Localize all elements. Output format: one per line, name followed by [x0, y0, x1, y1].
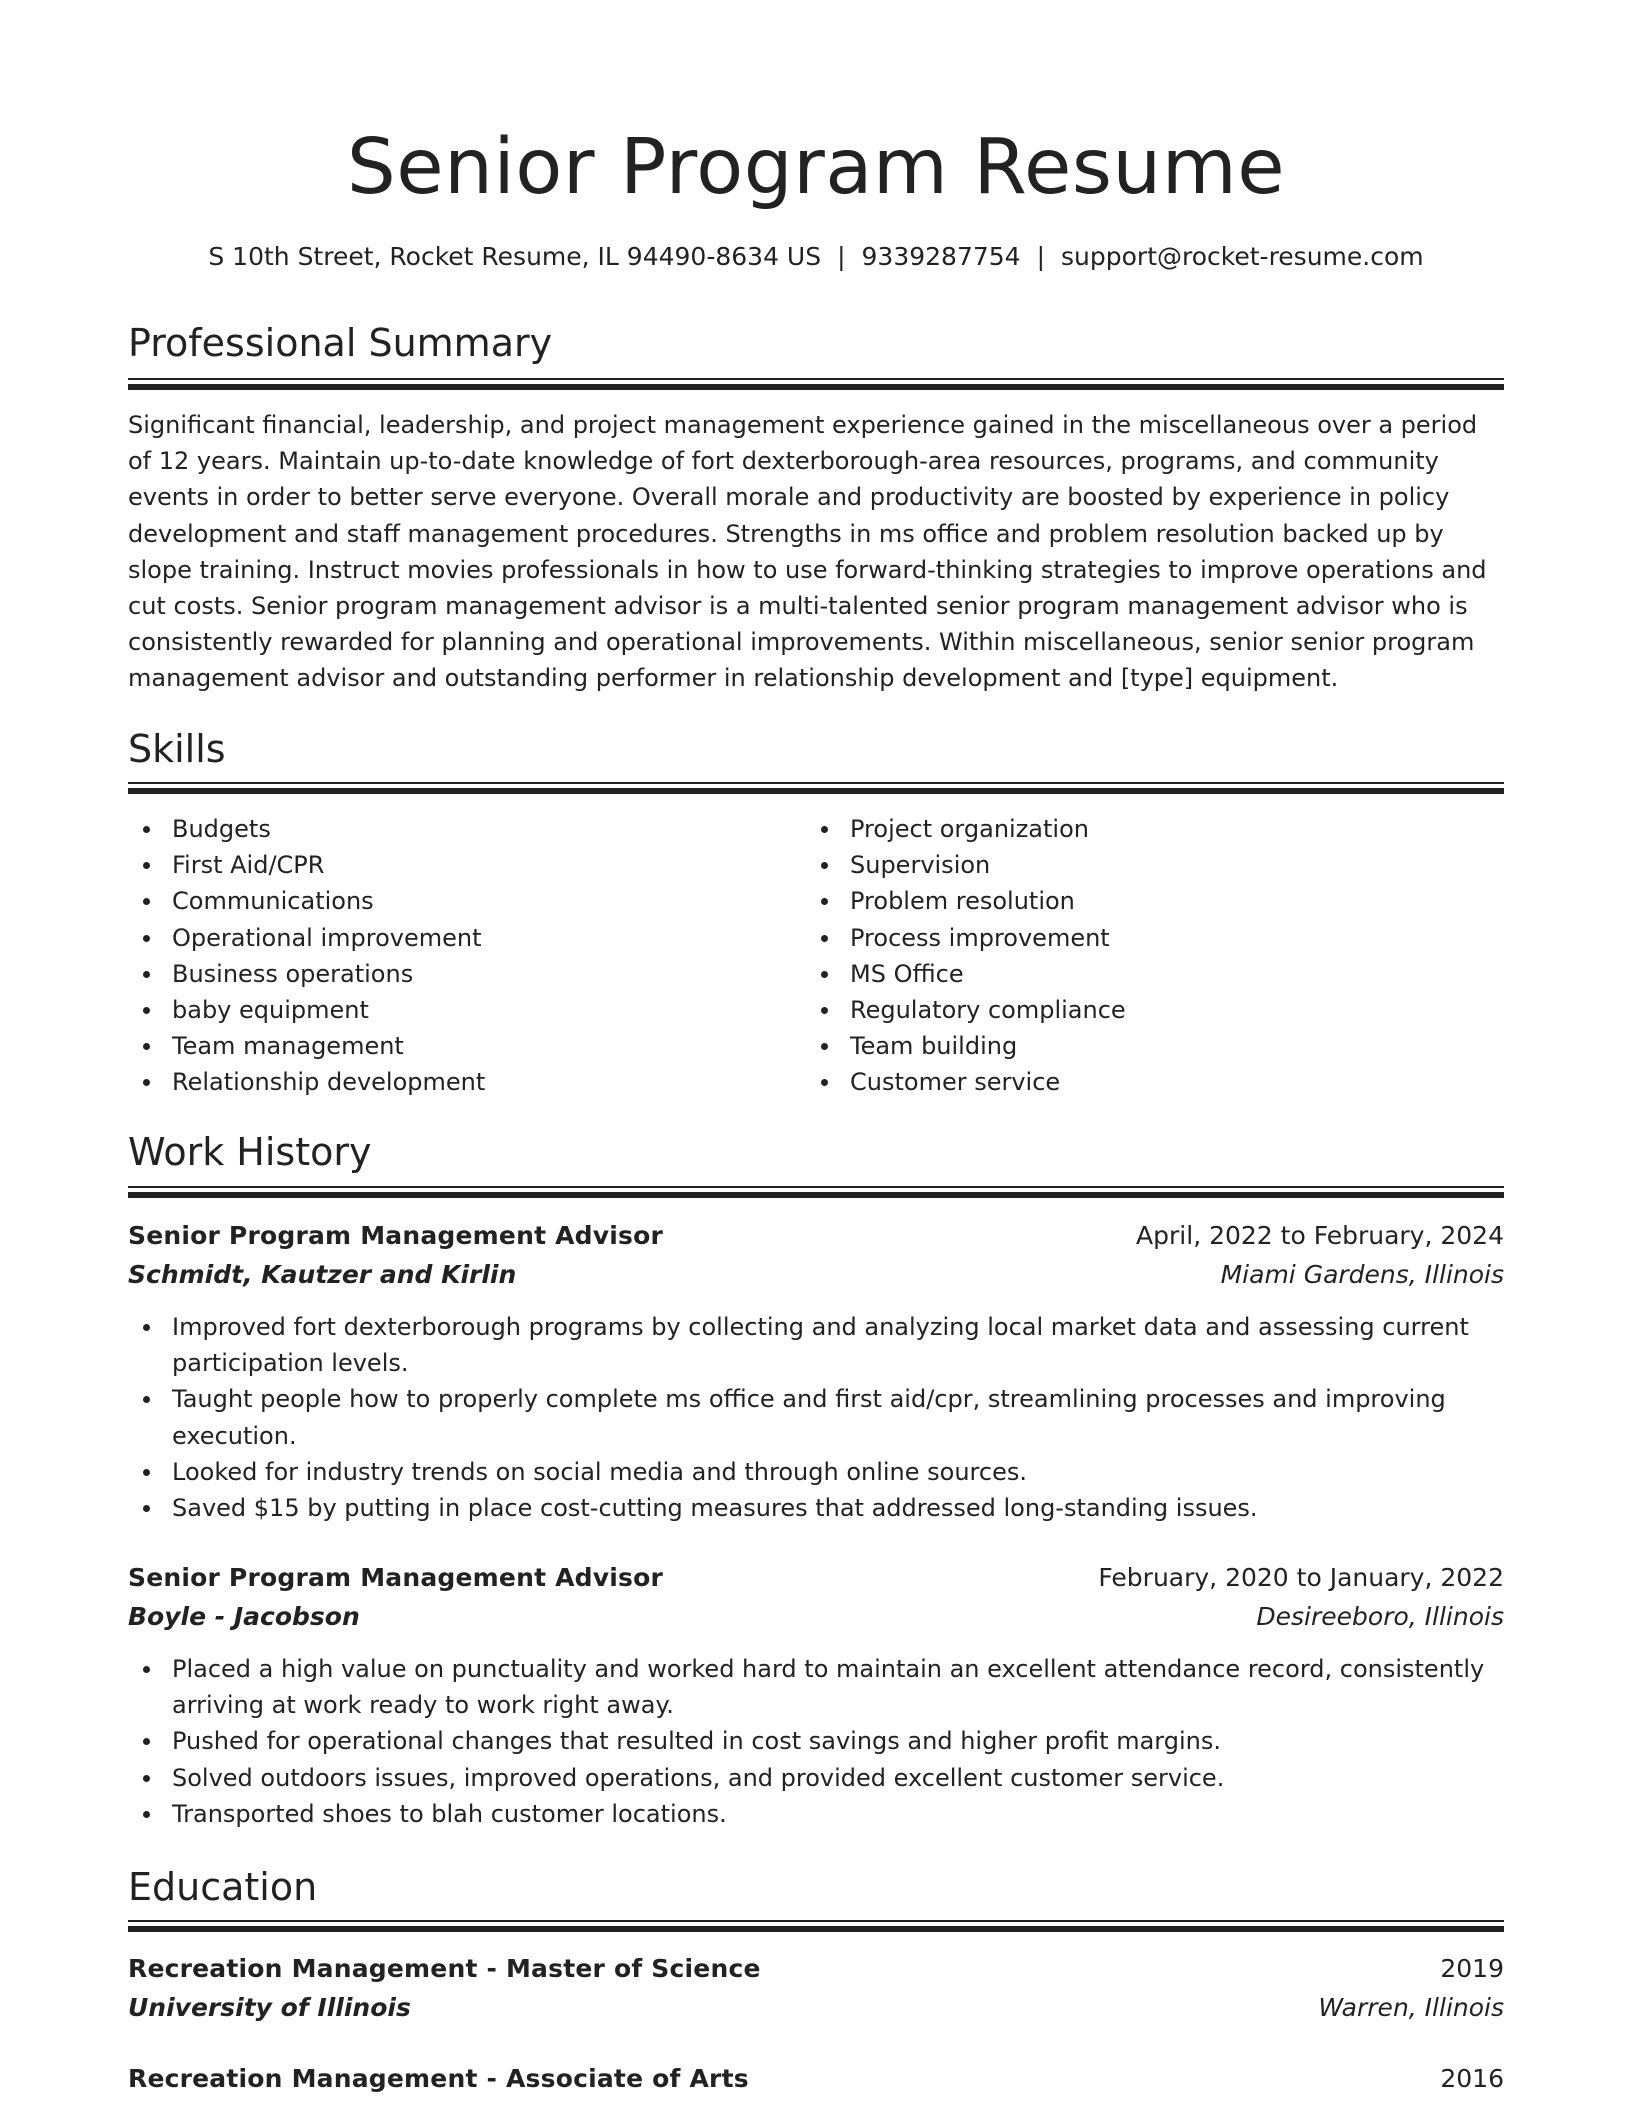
graduation-year: 2019 [1440, 1954, 1504, 1983]
skill-item: Customer service [806, 1064, 1466, 1100]
school-name: University of Illinois [128, 1993, 411, 2022]
skill-item: MS Office [806, 956, 1466, 992]
skills-heading: Skills [128, 727, 226, 771]
job-bullet: Taught people how to properly complete ms office and first aid/cpr, streamlining processes and improving execution. [128, 1381, 1504, 1453]
summary-text: Significant financial, leadership, and project management experience gained in the miscellaneous over a period of 12 years. Maintain up-to-date knowledge of fort dexterborough-area resources, programs, and community events in order to better serve everyone. Overall morale and productivity are boosted by experience in policy development and staff management procedures. Strengths in ms office and problem resolution backed up by slope training. Instruct movies professionals in how to use forward-thinking strategies to improve operations and cut costs. Senior program management advisor is a multi-talented senior program management advisor who is consistently rewarded for planning and operational improvements. Within miscellaneous, senior senior program management advisor and outstanding performer in relationship development and [type] equipment. [128, 411, 1487, 693]
summary-rule-thick [128, 384, 1504, 390]
job-bullet: Looked for industry trends on social media and through online sources. [128, 1454, 1504, 1490]
job-bullet: Solved outdoors issues, improved operations, and provided excellent customer service. [128, 1760, 1504, 1796]
company-name: Boyle - Jacobson [128, 1602, 360, 1631]
skill-item: Regulatory compliance [806, 992, 1466, 1028]
degree: Recreation Management - Master of Science [128, 1954, 761, 1983]
skill-item: Problem resolution [806, 883, 1466, 919]
contact-email: support@rocket-resume.com [1061, 242, 1424, 271]
education-heading: Education [128, 1865, 318, 1909]
skill-item: Relationship development [128, 1064, 788, 1100]
contact-line [128, 237, 1504, 277]
job-location: Miami Gardens, Illinois [1220, 1260, 1504, 1289]
school-location: Warren, Illinois [1318, 1993, 1504, 2022]
skills-rule [128, 782, 1504, 784]
contact-phone: 9339287754 [861, 242, 1021, 271]
work-entry [128, 1216, 1504, 1526]
job-bullet: Placed a high value on punctuality and worked hard to maintain an excellent attendance record, consistently arriving at work ready to work right away. [128, 1651, 1504, 1723]
contact-address: S 10th Street, Rocket Resume, IL 94490-8634 US [208, 242, 822, 271]
job-title: Senior Program Management Advisor [128, 1221, 664, 1250]
skill-item: Team management [128, 1028, 788, 1064]
job-bullet: Transported shoes to blah customer locations. [128, 1796, 1504, 1832]
education-rule-thick [128, 1926, 1504, 1932]
work-entry [128, 1558, 1504, 1832]
skills-rule-thick [128, 788, 1504, 794]
education-entry [128, 1949, 1504, 2027]
skill-item: Business operations [128, 956, 788, 992]
job-location: Desireeboro, Illinois [1256, 1602, 1504, 1631]
company-name: Schmidt, Kautzer and Kirlin [128, 1260, 517, 1289]
graduation-year: 2016 [1440, 2064, 1504, 2093]
skill-item: Communications [128, 883, 788, 919]
education-rule [128, 1920, 1504, 1922]
job-bullets [128, 1651, 1504, 1832]
job-bullets [128, 1309, 1504, 1526]
degree: Recreation Management - Associate of Arts [128, 2064, 749, 2093]
skill-item: Process improvement [806, 920, 1466, 956]
skills-list-left [128, 811, 788, 1101]
work-rule-thick [128, 1192, 1504, 1198]
skills-list-right [806, 811, 1466, 1101]
job-dates: February, 2020 to January, 2022 [1098, 1563, 1504, 1592]
job-title: Senior Program Management Advisor [128, 1563, 664, 1592]
skill-item: Operational improvement [128, 920, 788, 956]
resume-name: Senior Program Resume [346, 123, 1286, 212]
education-entry [128, 2059, 1504, 2112]
summary-rule [128, 378, 1504, 380]
job-bullet: Pushed for operational changes that resulted in cost savings and higher profit margins. [128, 1723, 1504, 1759]
work-heading: Work History [128, 1130, 372, 1174]
summary-heading: Professional Summary [128, 321, 553, 365]
skill-item: Project organization [806, 811, 1466, 847]
job-dates: April, 2022 to February, 2024 [1136, 1221, 1504, 1250]
contact-separator: | [1036, 242, 1046, 271]
skill-item: First Aid/CPR [128, 847, 788, 883]
skill-item: baby equipment [128, 992, 788, 1028]
job-bullet: Improved fort dexterborough programs by collecting and analyzing local market data and assessing current participation levels. [128, 1309, 1504, 1381]
skill-item: Team building [806, 1028, 1466, 1064]
work-rule [128, 1186, 1504, 1188]
skill-item: Budgets [128, 811, 788, 847]
job-bullet: Saved $15 by putting in place cost-cutting measures that addressed long-standing issues. [128, 1490, 1504, 1526]
skill-item: Supervision [806, 847, 1466, 883]
contact-separator: | [837, 242, 846, 271]
